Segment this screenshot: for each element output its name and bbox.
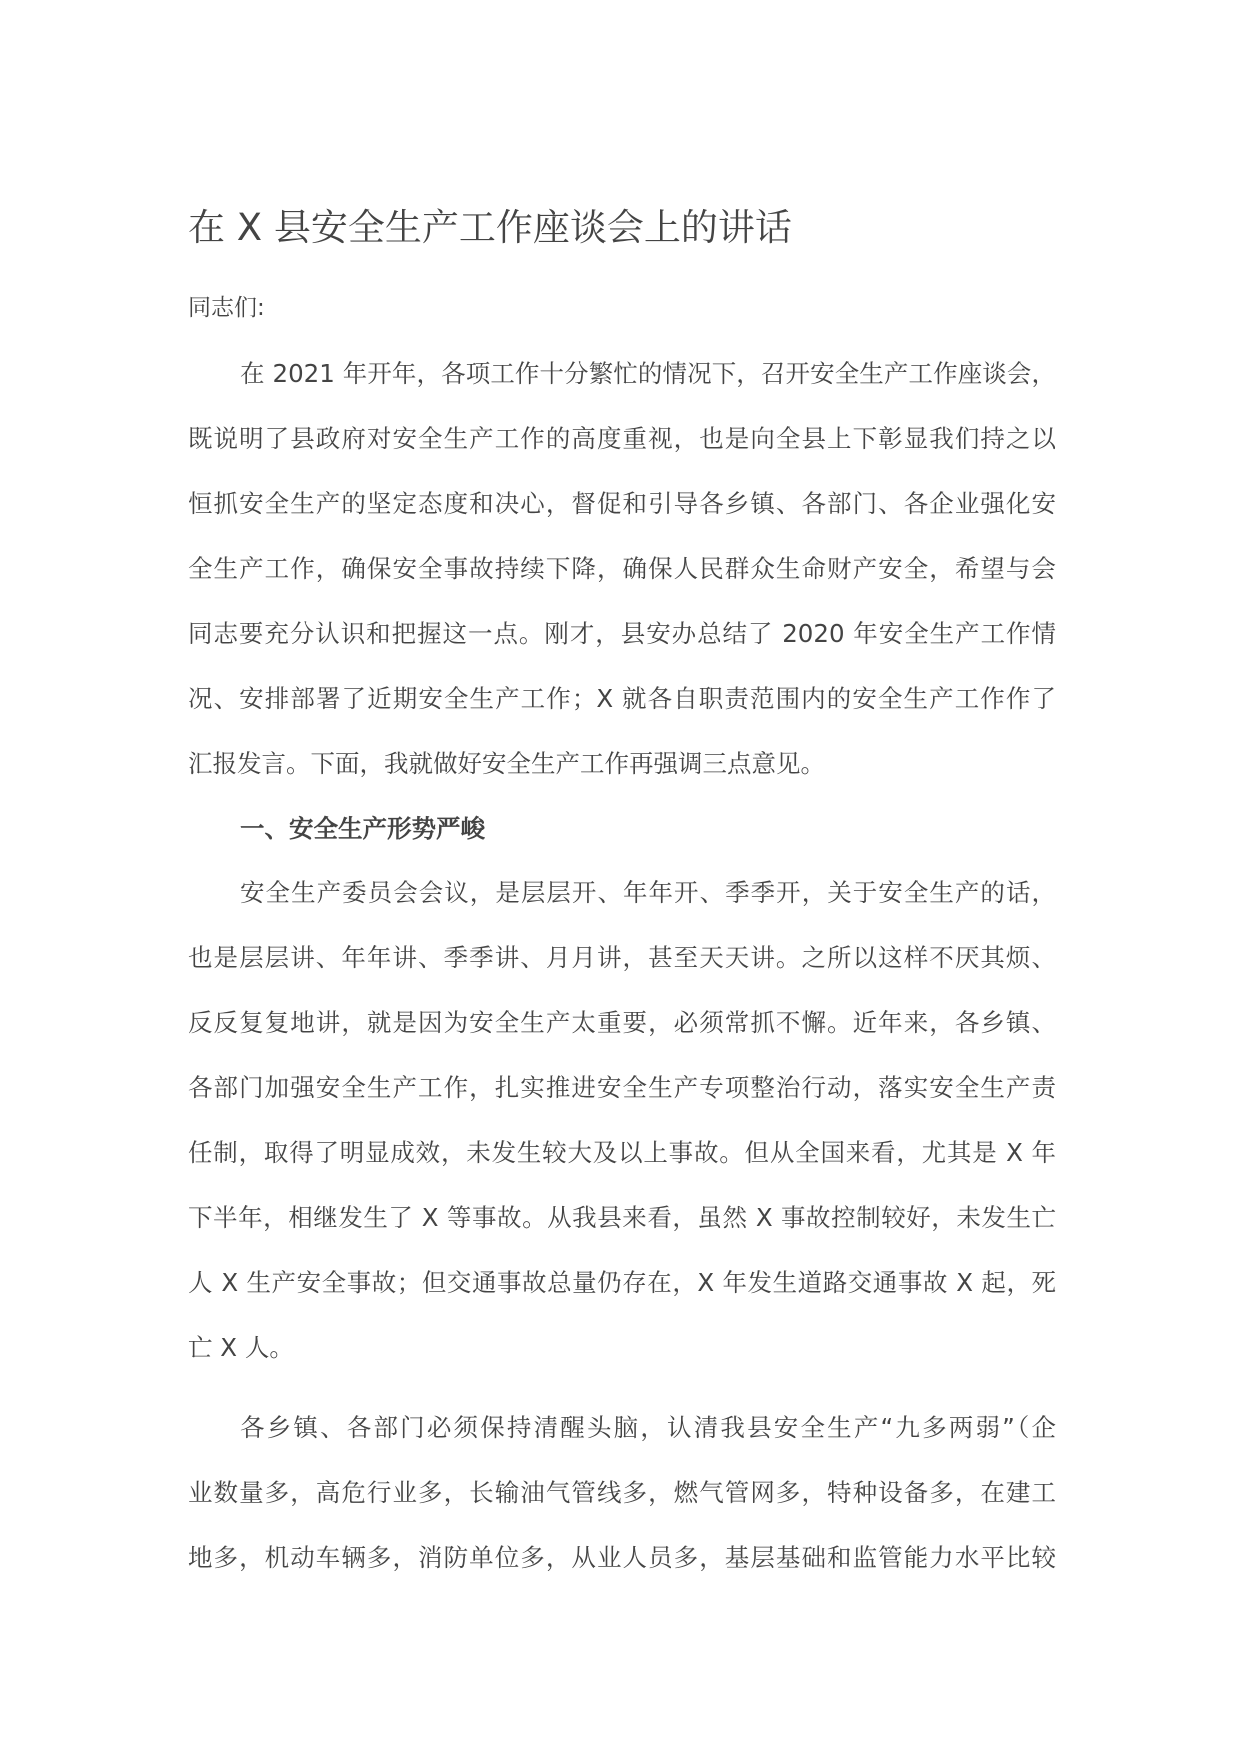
paragraph-line: 亡 X 人。 xyxy=(188,1333,294,1362)
paragraph-line: 恒抓安全生产的坚定态度和决心，督促和引导各乡镇、各部门、各企业强化安 xyxy=(188,489,1056,518)
section-heading: 一、安全生产形势严峻 xyxy=(240,814,485,843)
paragraph-intro xyxy=(188,341,1056,796)
paragraph-line: 汇报发言。下面，我就做好安全生产工作再强调三点意见。 xyxy=(188,749,825,778)
paragraph-line: 全生产工作，确保安全事故持续下降，确保人民群众生命财产安全，希望与会 xyxy=(188,554,1056,583)
paragraph-situation xyxy=(188,860,1056,1380)
salutation: 同志们: xyxy=(188,295,265,321)
paragraph-line: 同志要充分认识和把握这一点。刚才，县安办总结了 2020 年安全生产工作情 xyxy=(188,619,1056,648)
paragraph-line: 在 2021 年开年，各项工作十分繁忙的情况下，召开安全生产工作座谈会， xyxy=(240,359,1056,388)
paragraph-line: 地多，机动车辆多，消防单位多，从业人员多，基层基础和监管能力水平比较 xyxy=(188,1543,1056,1572)
paragraph-line: 既说明了县政府对安全生产工作的高度重视，也是向全县上下彰显我们持之以 xyxy=(188,424,1056,453)
paragraph-line: 况、安排部署了近期安全生产工作；X 就各自职责范围内的安全生产工作作了 xyxy=(188,684,1056,713)
paragraph-line: 反反复复地讲，就是因为安全生产太重要，必须常抓不懈。近年来，各乡镇、 xyxy=(188,1008,1056,1037)
document-title: 在 X 县安全生产工作座谈会上的讲话 xyxy=(188,206,792,249)
paragraph-line: 业数量多，高危行业多，长输油气管线多，燃气管网多，特种设备多，在建工 xyxy=(188,1478,1056,1507)
section-heading-block xyxy=(188,796,1056,861)
paragraph-line: 各部门加强安全生产工作，扎实推进安全生产专项整治行动，落实安全生产责 xyxy=(188,1073,1056,1102)
paragraph-line: 安全生产委员会会议，是层层开、年年开、季季开，关于安全生产的话， xyxy=(240,878,1056,907)
paragraph-line: 也是层层讲、年年讲、季季讲、月月讲，甚至天天讲。之所以这样不厌其烦、 xyxy=(188,943,1056,972)
paragraph-line: 任制，取得了明显成效，未发生较大及以上事故。但从全国来看，尤其是 X 年 xyxy=(188,1138,1056,1167)
paragraph-line: 下半年，相继发生了 X 等事故。从我县来看，虽然 X 事故控制较好，未发生亡 xyxy=(188,1203,1056,1232)
paragraph-nine-many-two-weak xyxy=(188,1395,1056,1590)
paragraph-line: 各乡镇、各部门必须保持清醒头脑，认清我县安全生产“九多两弱”（企 xyxy=(240,1413,1056,1442)
paragraph-line: 人 X 生产安全事故；但交通事故总量仍存在，X 年发生道路交通事故 X 起，死 xyxy=(188,1268,1056,1297)
